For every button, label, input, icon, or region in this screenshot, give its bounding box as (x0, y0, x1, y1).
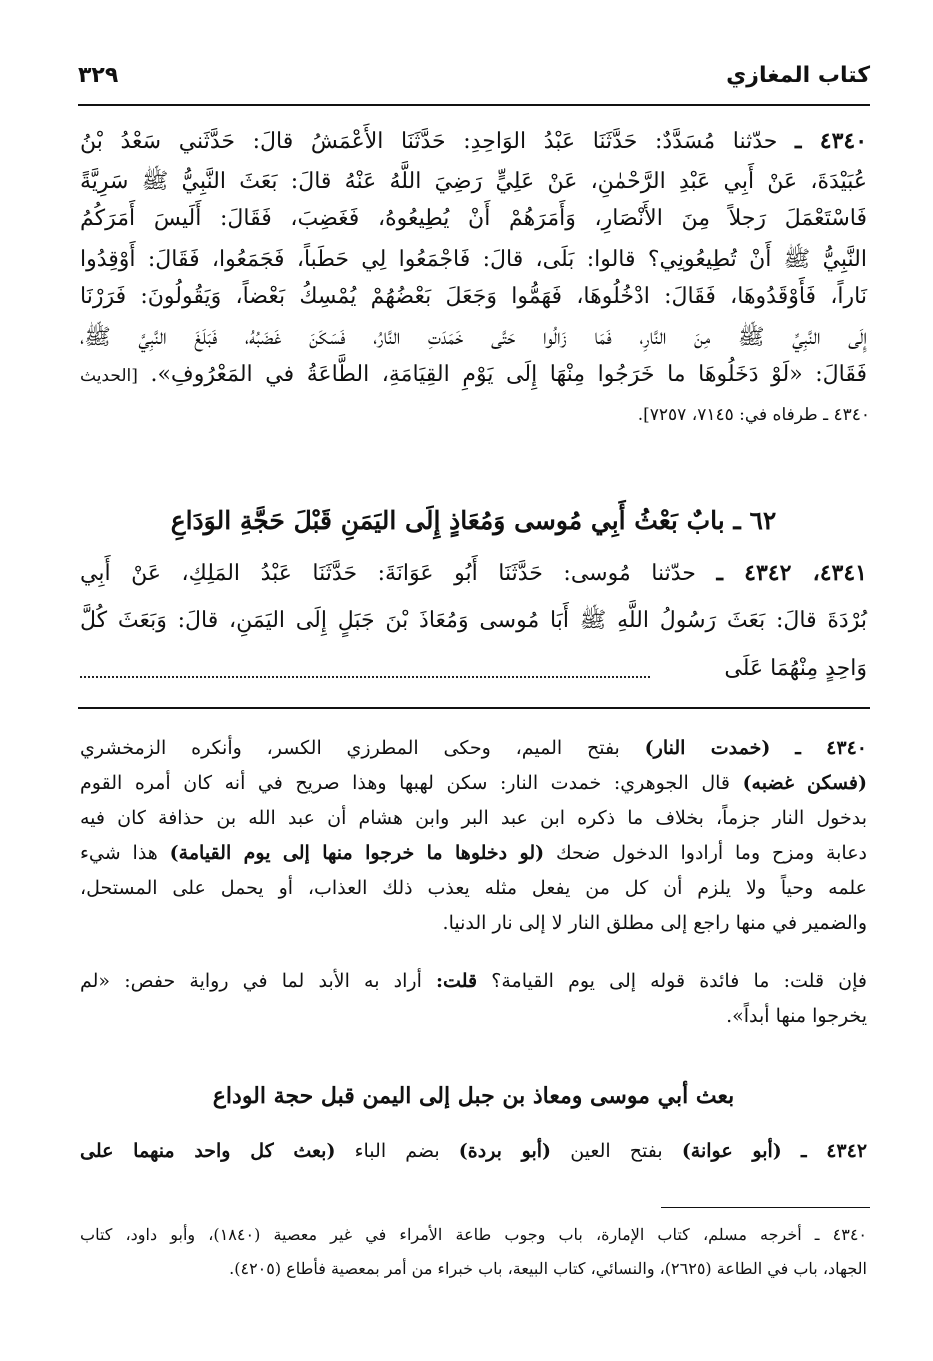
hadith-text: حدّثنا مُوسى: حَدَّثَنَا أَبُو عَوَانَةَ: حَدَّثَنَا عَبْدُ المَلِكِ، عَنْ أَبِي (80, 561, 696, 586)
continuation-dots (80, 676, 650, 678)
commentary-line (80, 772, 867, 794)
commentary-term: (أبو بردة) (458, 1140, 552, 1162)
commentary-line (80, 737, 867, 759)
commentary-number: ٤٣٤٠ ـ (795, 737, 867, 759)
hadith-reference: [الحديث (80, 366, 138, 386)
hadith-text: فَقَالَ: «لَوْ دَخَلُوهَا ما خَرَجُوا مِنْهَا إِلَى يَوْمِ القِيَامَةِ، الطَّاعَةُ في المَعْرُوفِ». (150, 362, 867, 387)
commentary-text: بفتح الميم، وحكى المطرزي الكسر، وأنكره الزمخشري (80, 737, 620, 759)
commentary-number: ٤٣٤٢ ـ (800, 1140, 868, 1162)
commentary-line: والضمير في منها راجع إلى مطلق النار لا إلى نار الدنيا. (442, 912, 867, 934)
hadith-text: حدّثنا مُسَدَّدٌ: حَدَّثَنَا عَبْدُ الوَاحِدِ: حَدَّثَنَا الأَعْمَشُ قالَ: حَدَّثَني سَعْدُ بْنُ (80, 129, 778, 154)
commentary-text: بضم الباء (354, 1140, 440, 1162)
hadith-line: وَاحِدٍ مِنْهُمَا عَلَى (724, 656, 867, 681)
hadith-line (80, 560, 867, 586)
header-divider (78, 104, 870, 106)
commentary-text: قال الجوهري: خمدت النار: سكن لهبها وهذا صريح في أنه كان أمره القوم (80, 772, 730, 794)
hadith-number: ٤٣٤١، ٤٣٤٢ ـ (716, 560, 867, 586)
commentary-text: دعابة ومزح وما أرادوا الدخول ضحك (556, 842, 868, 864)
hadith-line: النَّبِيُّ ﷺ أَنْ تُطِيعُونِي؟ قالوا: بَلَى، قالَ: فَاجْمَعُوا لِي حَطَباً، فَجَمَعُوا، فَقَالَ: أَوْقِدُوا (80, 247, 867, 272)
hadith-line: نَاراً، فَأَوْقَدُوهَا، فَقَالَ: ادْخُلُوهَا، فَهَمُّوا وَجَعَلَ بَعْضُهُمْ يُمْسِكُ بَعْضاً، وَيَقُولُونَ: فَرَرْنَا (80, 284, 867, 309)
commentary-section-title: بعث أبي موسى ومعاذ بن جبل إلى اليمن قبل حجة الوداع (212, 1083, 735, 1109)
page-header (78, 63, 870, 95)
commentary-line (80, 1140, 867, 1162)
commentary-term: (لو دخلوها ما خرجوا منها إلى يوم القيامة) (169, 842, 545, 864)
footnote-line: الجهاد، باب في الطاعة (٢٦٢٥)، والنسائي، كتاب البيعة، باب خبراء من أمر بمعصية فأطاع (٤٢٠٥). (229, 1259, 867, 1278)
commentary-term: (خمدت النار) (644, 737, 771, 759)
commentary-term: قلت: (436, 970, 478, 992)
footnote-line: ٤٣٤٠ ـ أخرجه مسلم، كتاب الإمارة، باب وجوب طاعة الأمراء في غير معصية (١٨٤٠)، وأبو داود، كتاب (80, 1225, 868, 1244)
chapter-heading: ٦٢ ـ بابٌ بَعْثُ أَبِي مُوسى وَمُعَاذٍ إِلَى اليَمَنِ قَبْلَ حَجَّةِ الوَدَاعِ (170, 506, 777, 535)
hadith-line: بُرْدَةَ قالَ: بَعَثَ رَسُولُ اللَّهِ ﷺ أَبَا مُوسى وَمُعَاذَ بْنَ جَبَلٍ إِلَى اليَمَنِ، قالَ: وَبَعَثَ كُلَّ (80, 608, 867, 633)
commentary-term: (أبو عوانة) (681, 1140, 782, 1162)
commentary-line: يخرجوا منها أبداً». (726, 1005, 867, 1027)
footnote-divider (661, 1207, 870, 1208)
hadith-line (80, 128, 867, 154)
commentary-text: أراد به الأبد لما في رواية حفص: «لم (80, 970, 422, 992)
hadith-line: فَاسْتَعْمَلَ رَجلاً مِنَ الأَنْصَارِ، وَأَمَرَهُمْ أَنْ يُطِيعُوهُ، فَغَضِبَ، فَقَالَ: أَلَيسَ أَمَرَكُمُ (80, 206, 867, 231)
commentary-line: علمه وحياً ولا يلزم أن كل من يفعل مثله يعذب ذلك العذاب، أو يحمل على المستحل، (80, 877, 867, 899)
commentary-line (80, 970, 867, 992)
commentary-text: فإن قلت: ما فائدة قوله إلى يوم القيامة؟ (491, 970, 868, 992)
hadith-line (80, 362, 867, 387)
commentary-line: بدخول النار جزماً، بخلاف ما ذكره ابن عبد البر وابن هشام أن عبد الله بن حذافة كان فيه (80, 807, 867, 829)
commentary-divider (78, 707, 870, 709)
commentary-text: بفتح العين (570, 1140, 663, 1162)
commentary-text: هذا شيء (80, 842, 158, 864)
hadith-line: إِلَى النَّبِيِّ ﷺ مِنَ النَّارِ، فَمَا زَالُوا حَتَّى خَمَدَتِ النَّارُ، فَسَكَنَ غَضَبُهُ، فَبَلَغَ النَّبِيَّ ﷺ، (80, 325, 867, 350)
commentary-line (80, 842, 867, 864)
page-number: ٣٢٩ (78, 63, 119, 88)
book-title: كتاب المغازي (726, 63, 870, 88)
hadith-reference-end: ٤٣٤٠ ـ طرفاه في: ٧١٤٥، ٧٢٥٧]. (637, 405, 870, 425)
commentary-term: (فسكن غضبه) (742, 772, 867, 794)
hadith-number: ٤٣٤٠ ـ (795, 128, 868, 154)
hadith-line: عُبَيْدَةَ، عَنْ أَبِي عَبْدِ الرَّحْمٰنِ، عَنْ عَلِيٍّ رَضِيَ اللَّهُ عَنْهُ قالَ: بَعَثَ النَّبِيُّ ﷺ سَرِيَّةً (80, 169, 867, 194)
commentary-term: (بعث كل واحد منهما على (80, 1140, 336, 1162)
